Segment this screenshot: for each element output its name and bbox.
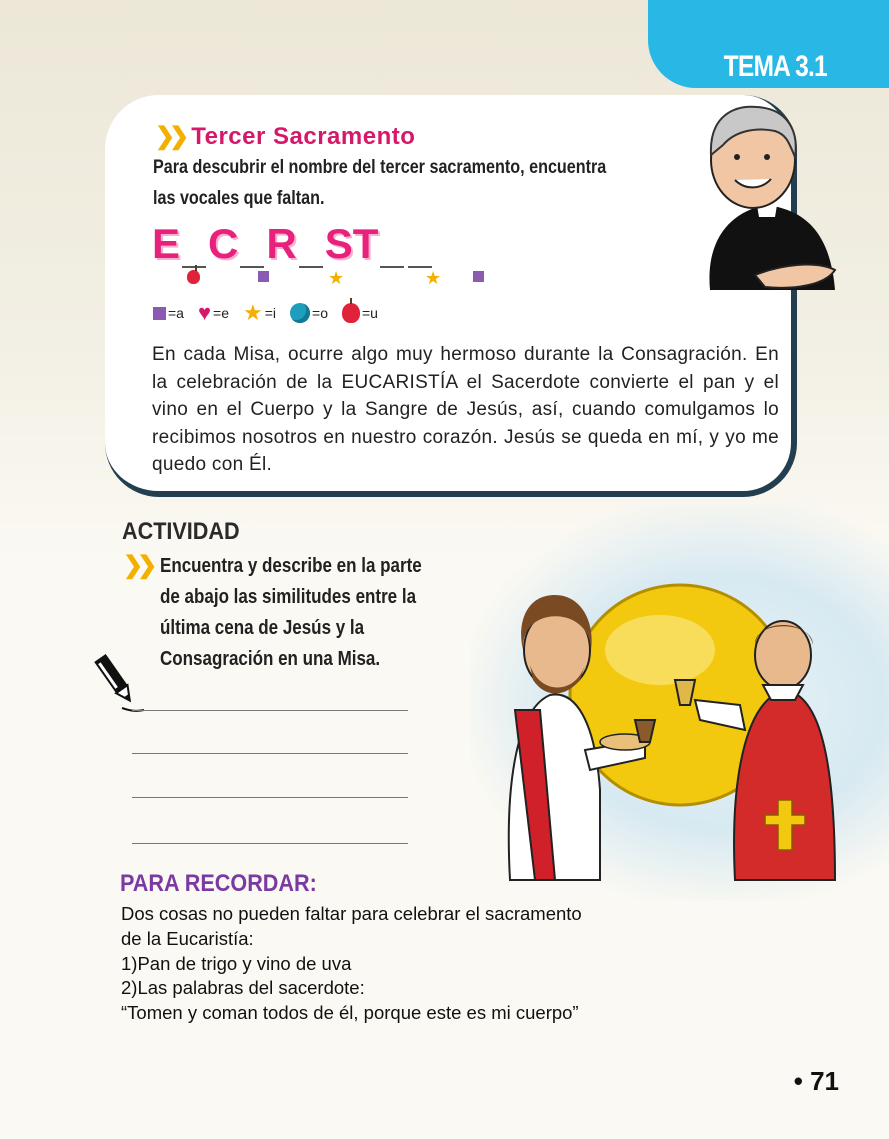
remember-line: Dos cosas no pueden faltar para celebrar el sacramento bbox=[121, 903, 582, 924]
card-instruction: Para descubrir el nombre del tercer sacramento, encuentra las vocales que faltan. bbox=[153, 157, 607, 209]
card-title-text: Tercer Sacramento bbox=[191, 122, 416, 150]
puzzle-blank[interactable] bbox=[182, 236, 206, 268]
remember-line: “Tomen y coman todos de él, porque este es mi cuerpo” bbox=[121, 1002, 579, 1024]
square-icon bbox=[153, 307, 166, 320]
last-supper-illustration bbox=[495, 580, 855, 890]
square-icon bbox=[258, 270, 269, 286]
puzzle-word bbox=[152, 220, 434, 268]
answer-line[interactable] bbox=[132, 797, 408, 798]
activity-instruction: Encuentra y describe en la parte de abajo las similitudes entre la última cena de Jesús y la Consagración en una Misa. bbox=[160, 555, 422, 670]
activity-title: ACTIVIDAD bbox=[122, 518, 240, 545]
puzzle-letter: R bbox=[266, 220, 297, 267]
star-icon: ★ bbox=[328, 268, 345, 288]
priest-illustration bbox=[695, 105, 840, 305]
legend-item: =o bbox=[290, 303, 328, 323]
legend-item: =u bbox=[342, 303, 378, 323]
remember-text bbox=[121, 902, 681, 1026]
vowel-legend bbox=[153, 300, 378, 326]
puzzle-blank[interactable] bbox=[240, 236, 264, 268]
star-icon: ★ bbox=[243, 300, 263, 325]
legend-item: =a bbox=[153, 305, 184, 321]
puzzle-blank[interactable] bbox=[380, 236, 404, 268]
star-icon: ★ bbox=[425, 268, 442, 288]
puzzle-blank[interactable] bbox=[408, 236, 432, 268]
apple-icon bbox=[187, 270, 200, 288]
remember-title: PARA RECORDAR: bbox=[120, 870, 317, 897]
puzzle-letter: C bbox=[208, 220, 239, 267]
puzzle-blank[interactable] bbox=[299, 236, 323, 268]
answer-line[interactable] bbox=[132, 843, 408, 844]
answer-line[interactable] bbox=[132, 753, 408, 754]
heart-icon: ♥ bbox=[197, 300, 212, 325]
card-body-text: En cada Misa, ocurre algo muy hermoso durante la Consagración. En la celebración de la EUCARISTÍA el Sacerdote convierte el pan y el vino en el Cuerpo y la Sangre de Jesús, así, cuando comulgamos lo recibimos nosotros en nuestro corazón. Jesús se queda en mí, y yo me quedo con Él. bbox=[152, 344, 779, 475]
card-title bbox=[155, 122, 415, 151]
ball-icon bbox=[290, 303, 310, 323]
apple-icon bbox=[342, 303, 360, 323]
double-chevron-icon: ❯❯ bbox=[155, 123, 184, 150]
remember-line: 1)Pan de trigo y vino de uva bbox=[121, 952, 352, 974]
tema-tab bbox=[648, 0, 889, 88]
answer-line[interactable] bbox=[132, 710, 408, 711]
double-chevron-icon: ❯❯ bbox=[123, 552, 152, 579]
legend-item: ♥ =e bbox=[197, 300, 229, 325]
puzzle-letter: ST bbox=[324, 220, 379, 267]
remember-line: 2)Las palabras del sacerdote: bbox=[121, 977, 365, 999]
tema-label: TEMA 3.1 bbox=[723, 50, 827, 83]
page-number: • 71 bbox=[793, 1066, 839, 1096]
square-icon bbox=[473, 270, 484, 286]
remember-line: de la Eucaristía: bbox=[121, 927, 254, 949]
puzzle-letter: E bbox=[152, 220, 181, 267]
pencil-icon bbox=[88, 650, 148, 715]
legend-item: ★ =i bbox=[243, 300, 277, 325]
